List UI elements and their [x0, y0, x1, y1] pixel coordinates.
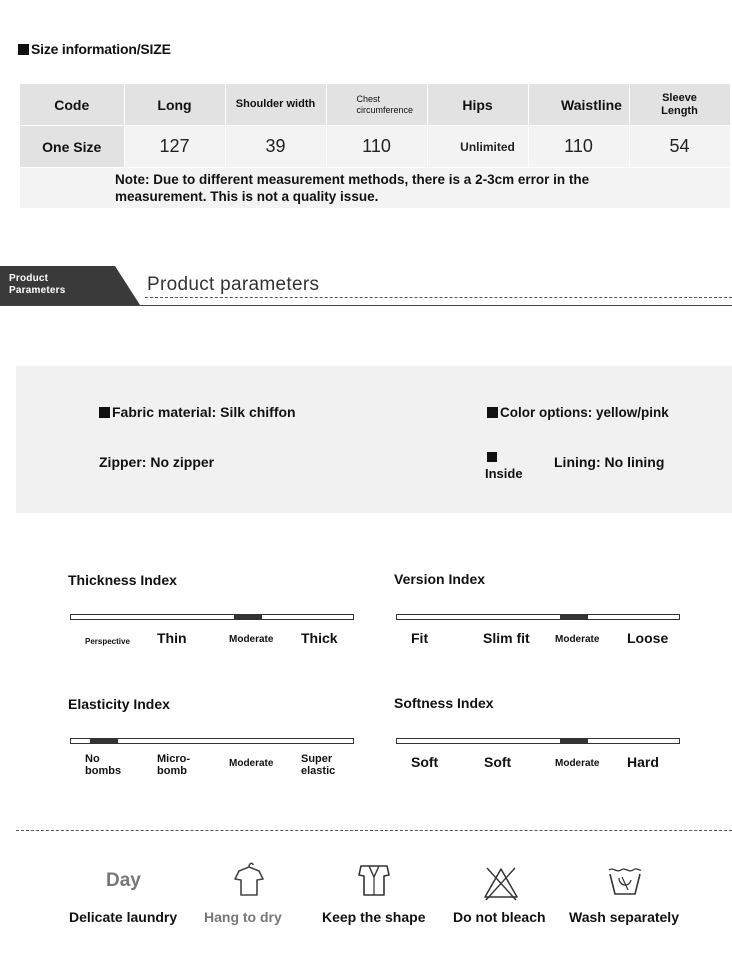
thickness-label-perspective: Perspective	[85, 637, 130, 646]
square-bullet-icon	[99, 407, 110, 418]
elasticity-index-marker	[90, 738, 118, 744]
thickness-label-thin: Thin	[157, 630, 187, 646]
product-parameters-tab-label: Product Parameters	[9, 273, 66, 296]
thickness-index-title: Thickness Index	[68, 572, 177, 588]
elasticity-index-title: Elasticity Index	[68, 696, 170, 712]
size-section-title: Size information/SIZE	[18, 41, 171, 57]
version-index-title: Version Index	[394, 571, 486, 587]
divider-dashed-bottom	[16, 830, 732, 831]
size-note: Note: Due to different measurement methods, there is a 2-3cm error in the measurement. This is not a quality issue.	[20, 168, 730, 209]
softness-label-hard: Hard	[627, 754, 659, 770]
elasticity-index-bar	[70, 738, 354, 744]
version-label-moderate: Moderate	[555, 634, 600, 645]
header-waistline: Waistline	[528, 84, 629, 126]
square-bullet-icon	[487, 452, 497, 462]
shirt-shape-icon	[355, 863, 393, 899]
size-table	[20, 84, 731, 208]
header-long: Long	[124, 84, 225, 126]
value-long: 127	[124, 126, 225, 168]
param-color: Color options: yellow/pink	[487, 405, 669, 420]
value-sleeve-length: 54	[629, 126, 730, 168]
care-label-wash-separately: Wash separately	[569, 909, 679, 925]
thickness-label-moderate: Moderate	[229, 634, 274, 645]
thickness-index-marker	[234, 614, 262, 620]
elasticity-label-no-bombs: No bombs	[85, 753, 122, 777]
hanger-shirt-icon	[229, 859, 269, 899]
divider-solid	[0, 305, 732, 306]
size-table-header-row	[20, 84, 730, 126]
elasticity-label-moderate: Moderate	[229, 758, 274, 769]
version-label-fit: Fit	[411, 630, 429, 646]
value-waistline: 110	[528, 126, 629, 168]
softness-label-moderate: Moderate	[555, 758, 600, 769]
param-zipper: Zipper: No zipper	[99, 454, 215, 470]
thickness-label-thick: Thick	[301, 630, 338, 646]
care-label-keep-the-shape: Keep the shape	[322, 909, 426, 925]
divider-dashed	[145, 297, 732, 298]
param-lining: Lining: No lining	[554, 454, 665, 470]
wash-basin-icon	[607, 864, 643, 898]
size-note-row	[20, 168, 730, 209]
header-shoulder-width: Shoulder width	[225, 84, 326, 126]
value-shoulder-width: 39	[225, 126, 326, 168]
square-bullet-icon	[18, 44, 29, 55]
softness-label-soft-1: Soft	[411, 754, 439, 770]
value-hips: Unlimited	[427, 126, 528, 168]
version-label-slim-fit: Slim fit	[483, 630, 530, 646]
parameters-panel	[16, 366, 732, 513]
softness-label-soft-2: Soft	[484, 754, 512, 770]
header-code: Code	[20, 84, 124, 126]
version-index-bar	[396, 614, 680, 620]
care-label-delicate-laundry: Delicate laundry	[69, 909, 178, 925]
care-label-hang-to-dry: Hang to dry	[204, 909, 282, 925]
no-bleach-icon	[482, 864, 520, 902]
elasticity-label-super-elastic: Super elastic	[301, 753, 336, 777]
param-fabric: Fabric material: Silk chiffon	[99, 404, 296, 420]
square-bullet-icon	[487, 407, 498, 418]
elasticity-label-micro-bomb: Micro-bomb	[157, 753, 190, 777]
day-icon: Day	[106, 870, 141, 891]
thickness-index-bar	[70, 614, 354, 620]
product-parameters-title: Product parameters	[147, 274, 320, 295]
softness-index-marker	[560, 738, 588, 744]
care-label-do-not-bleach: Do not bleach	[453, 909, 546, 925]
softness-index-bar	[396, 738, 680, 744]
param-inside: Inside	[485, 466, 523, 481]
value-chest: 110	[326, 126, 427, 168]
header-sleeve-length: Sleeve Length	[629, 84, 730, 126]
header-hips: Hips	[427, 84, 528, 126]
size-table-row	[20, 126, 730, 168]
header-chest-circumference: Chest circumference	[326, 84, 427, 126]
version-label-loose: Loose	[627, 630, 669, 646]
softness-index-title: Softness Index	[394, 695, 494, 711]
version-index-marker	[560, 614, 588, 620]
row-label: One Size	[20, 126, 124, 168]
